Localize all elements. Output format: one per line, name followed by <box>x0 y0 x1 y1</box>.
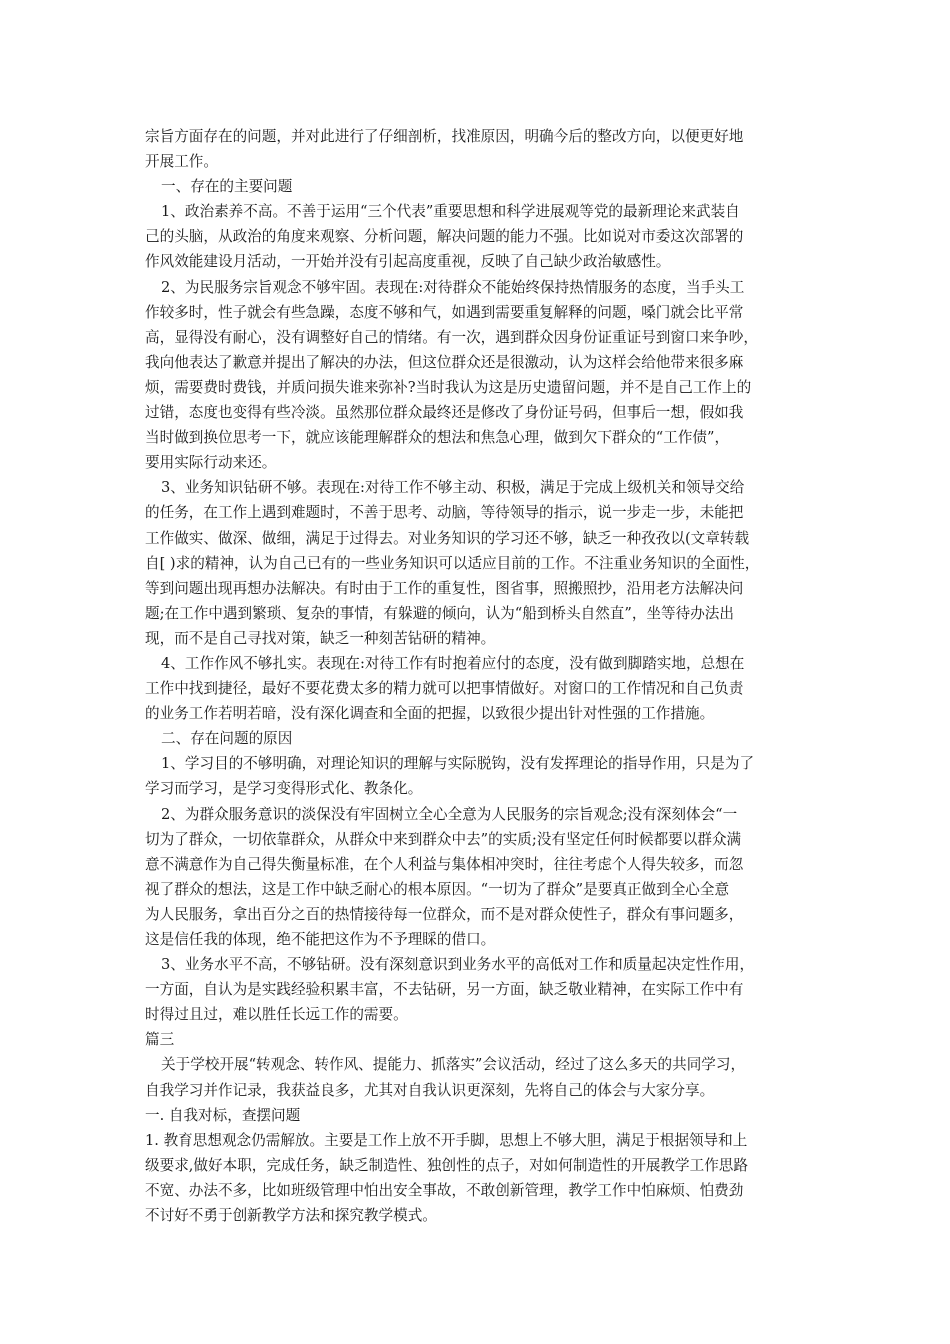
text-line: 4、工作作风不够扎实。表现在:对待工作有时抱着应付的态度，没有做到脚踏实地，总想在 <box>161 654 745 672</box>
text-line: 一. 自我对标，查摆问题 <box>145 1106 301 1124</box>
text-line: 自我学习并作记录，我获益良多，尤其对自我认识更深刻，先将自己的体会与大家分享。 <box>145 1081 715 1099</box>
text-line: 为人民服务，拿出百分之百的热情接待每一位群众，而不是对群众使性子，群众有事问题多， <box>145 905 744 923</box>
text-line: 关于学校开展“转观念、转作风、提能力、抓落实”会议活动，经过了这么多天的共同学习， <box>161 1056 746 1074</box>
text-line: 作较多时，性子就会有些急躁，态度不够和气，如遇到需要重复解释的问题，嗓门就会比平常 <box>145 303 744 321</box>
text-line: 自[ )求的精神，认为自己已有的一些业务知识可以适应目前的工作。不注重业务知识的全面性， <box>145 554 760 572</box>
text-line: 一、存在的主要问题 <box>161 178 293 196</box>
paragraph <box>145 1027 817 1052</box>
text-line: 1. 教育思想观念仍需解放。主要是工作上放不开手脚，思想上不够大胆，满足于根据领导和上 <box>145 1131 748 1149</box>
text-line: 视了群众的想法，这是工作中缺乏耐心的根本原因。“一切为了群众”是要真正做到全心全意 <box>145 880 730 898</box>
text-line: 3、业务知识钻研不够。表现在:对待工作不够主动、积极，满足于完成上级机关和领导交给 <box>161 479 745 497</box>
text-line: 的业务工作若明若暗，没有深化调查和全面的把握，以致很少提出针对性强的工作措施。 <box>145 705 715 723</box>
text-line: 学习而学习，是学习变得形式化、教条化。 <box>145 780 423 798</box>
text-line: 的任务，在工作上遇到难题时，不善于思考、动脑，等待领导的指示，说一步走一步，未能把 <box>145 504 744 522</box>
paragraph <box>145 802 817 953</box>
text-line: 2、为群众服务意识的淡保没有牢固树立全心全意为人民服务的宗旨观念;没有深刻体会“一 <box>161 805 738 823</box>
text-line: 时得过且过，难以胜任长远工作的需要。 <box>145 1006 408 1024</box>
paragraph <box>145 1128 817 1228</box>
text-line: 高，显得没有耐心，没有调整好自己的情绪。有一次，遇到群众因身份证重证号到窗口来争吵， <box>145 328 758 346</box>
paragraph <box>145 199 817 274</box>
text-line: 2、为民服务宗旨观念不够牢固。表现在:对待群众不能始终保持热情服务的态度，当手头工 <box>161 278 745 296</box>
text-line: 题;在工作中遇到繁琐、复杂的事情，有躲避的倾向，认为“船到桥头自然直”，坐等待办法出 <box>145 604 734 622</box>
paragraph <box>145 751 817 801</box>
text-line: 过错，态度也变得有些冷淡。虽然那位群众最终还是修改了身份证号码，但事后一想，假如我 <box>145 404 744 422</box>
paragraph <box>145 124 817 174</box>
text-line: 级要求,做好本职，完成任务，缺乏制造性、独创性的点子，对如何制造性的开展教学工作思路 <box>145 1156 748 1174</box>
paragraph <box>145 275 817 476</box>
paragraph <box>145 1103 817 1128</box>
text-line: 1、学习目的不够明确，对理论知识的理解与实际脱钩，没有发挥理论的指导作用，只是为了 <box>161 755 755 773</box>
text-line: 工作做实、做深、做细，满足于过得去。对业务知识的学习还不够，缺乏一种孜孜以(文章转载 <box>145 529 750 547</box>
text-line: 意不满意作为自己得失衡量标准，在个人利益与集体相冲突时，往往考虑个人得失较多，而忽 <box>145 855 744 873</box>
paragraph <box>145 952 817 1027</box>
text-line: 烦，需要费时费钱，并质问损失谁来弥补?当时我认为这是历史遗留问题，并不是自己工作上的 <box>145 378 752 396</box>
paragraph <box>145 475 817 651</box>
paragraph <box>145 726 817 751</box>
text-line: 开展工作。 <box>145 153 218 171</box>
text-line: 3、业务水平不高，不够钻研。没有深刻意识到业务水平的高低对工作和质量起决定性作用， <box>161 956 755 974</box>
text-line: 一方面，自认为是实践经验积累丰富，不去钻研，另一方面，缺乏敬业精神，在实际工作中有 <box>145 981 744 999</box>
text-line: 宗旨方面存在的问题，并对此进行了仔细剖析，找准原因，明确今后的整改方向，以便更好地 <box>145 128 744 145</box>
text-line: 作风效能建设月活动，一开始并没有引起高度重视，反映了自己缺少政治敏感性。 <box>145 253 671 271</box>
paragraph <box>145 174 817 199</box>
text-line: 切为了群众，一切依靠群众，从群众中来到群众中去”的实质;没有坚定任何时候都要以群众满 <box>145 830 742 848</box>
text-line: 当时做到换位思考一下，就应该能理解群众的想法和焦急心理，做到欠下群众的“工作债”， <box>145 429 730 447</box>
text-line: 1、政治素养不高。不善于运用“三个代表”重要思想和科学进展观等党的最新理论来武装自 <box>161 203 740 221</box>
text-line: 二、存在问题的原因 <box>161 730 293 748</box>
paragraph <box>145 651 817 726</box>
text-line: 不讨好不勇于创新教学方法和探究教学模式。 <box>145 1207 437 1225</box>
text-line: 篇三 <box>145 1031 175 1049</box>
text-line: 工作中找到捷径，最好不要花费太多的精力就可以把事情做好。对窗口的工作情况和自己负责 <box>145 680 744 698</box>
document-body <box>145 124 817 1228</box>
text-line: 现，而不是自己寻找对策，缺乏一种刻苦钻研的精神。 <box>145 629 496 647</box>
text-line: 我向他表达了歉意并提出了解决的办法，但这位群众还是很激动，认为这样会给他带来很多麻 <box>145 353 744 371</box>
text-line: 己的头脑，从政治的角度来观察、分析问题，解决问题的能力不强。比如说对市委这次部署的 <box>145 228 744 246</box>
text-line: 不宽、办法不多，比如班级管理中怕出安全事故，不敢创新管理，教学工作中怕麻烦、怕费劲 <box>145 1181 744 1199</box>
text-line: 这是信任我的体现，绝不能把这作为不予理睬的借口。 <box>145 931 496 948</box>
text-line: 等到问题出现再想办法解决。有时由于工作的重复性，图省事，照搬照抄，沿用老方法解决问 <box>145 579 744 597</box>
paragraph <box>145 1052 817 1102</box>
text-line: 要用实际行动来还。 <box>145 454 277 472</box>
